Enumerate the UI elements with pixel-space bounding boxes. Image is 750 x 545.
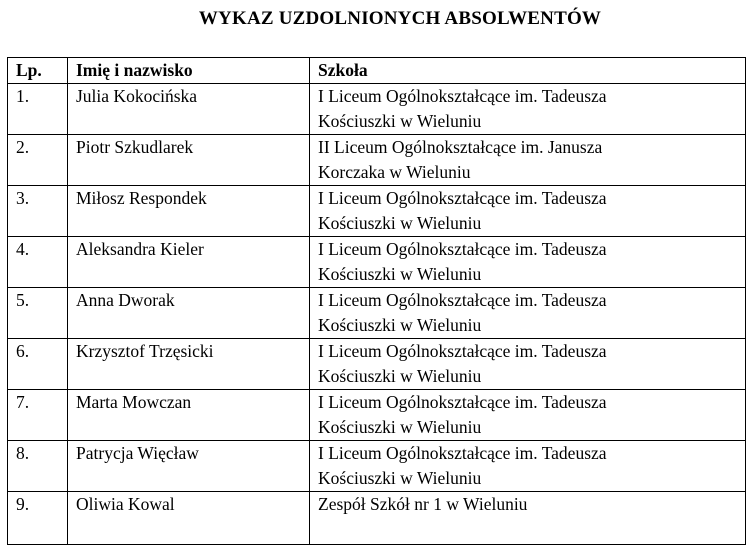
cell-name: Marta Mowczan <box>68 390 310 441</box>
table-row <box>8 135 746 186</box>
school-line-1: I Liceum Ogólnokształcące im. Tadeusza <box>318 392 607 412</box>
school-line-1: I Liceum Ogólnokształcące im. Tadeusza <box>318 239 607 259</box>
table-row <box>8 237 746 288</box>
school-line-1: I Liceum Ogólnokształcące im. Tadeusza <box>318 188 607 208</box>
school-line-1: I Liceum Ogólnokształcące im. Tadeusza <box>318 443 607 463</box>
cell-school <box>310 390 746 441</box>
cell-lp: 2. <box>8 135 68 186</box>
cell-school <box>310 237 746 288</box>
cell-school <box>310 492 746 545</box>
table-row <box>8 390 746 441</box>
school-line-2: Kościuszki w Wieluniu <box>318 417 482 437</box>
school-line-1: I Liceum Ogólnokształcące im. Tadeusza <box>318 290 607 310</box>
cell-lp: 5. <box>8 288 68 339</box>
school-line-2: Kościuszki w Wieluniu <box>318 315 482 335</box>
table-row <box>8 339 746 390</box>
cell-name: Krzysztof Trzęsicki <box>68 339 310 390</box>
school-line-2: Kościuszki w Wieluniu <box>318 111 482 131</box>
cell-name: Julia Kokocińska <box>68 84 310 135</box>
header-name: Imię i nazwisko <box>68 58 310 84</box>
school-line-1: I Liceum Ogólnokształcące im. Tadeusza <box>318 86 607 106</box>
header-lp: Lp. <box>8 58 68 84</box>
table-row <box>8 492 746 545</box>
school-line-2: Korczaka w Wieluniu <box>318 162 471 182</box>
table-header-row <box>8 58 746 84</box>
school-line-2: Kościuszki w Wieluniu <box>318 468 482 488</box>
graduates-table <box>7 57 746 545</box>
cell-lp: 7. <box>8 390 68 441</box>
cell-name: Aleksandra Kieler <box>68 237 310 288</box>
table-row <box>8 84 746 135</box>
cell-lp: 1. <box>8 84 68 135</box>
cell-school <box>310 288 746 339</box>
cell-lp: 8. <box>8 441 68 492</box>
cell-lp: 6. <box>8 339 68 390</box>
cell-lp: 3. <box>8 186 68 237</box>
cell-name: Miłosz Respondek <box>68 186 310 237</box>
cell-name: Oliwia Kowal <box>68 492 310 545</box>
cell-lp: 4. <box>8 237 68 288</box>
cell-name: Anna Dworak <box>68 288 310 339</box>
cell-school <box>310 84 746 135</box>
school-line-2: Kościuszki w Wieluniu <box>318 264 482 284</box>
school-line-1: I Liceum Ogólnokształcące im. Tadeusza <box>318 341 607 361</box>
table-row <box>8 186 746 237</box>
school-line-1: Zespół Szkół nr 1 w Wieluniu <box>318 494 528 514</box>
school-line-1: II Liceum Ogólnokształcące im. Janusza <box>318 137 603 157</box>
cell-school <box>310 339 746 390</box>
cell-name: Patrycja Więcław <box>68 441 310 492</box>
cell-school <box>310 441 746 492</box>
table-row <box>8 288 746 339</box>
school-line-2: Kościuszki w Wieluniu <box>318 366 482 386</box>
header-school: Szkoła <box>310 58 746 84</box>
cell-school <box>310 186 746 237</box>
cell-school <box>310 135 746 186</box>
school-line-2: Kościuszki w Wieluniu <box>318 213 482 233</box>
cell-name: Piotr Szkudlarek <box>68 135 310 186</box>
document-title: WYKAZ UZDOLNIONYCH ABSOLWENTÓW <box>198 8 602 29</box>
table-row <box>8 441 746 492</box>
cell-lp: 9. <box>8 492 68 545</box>
